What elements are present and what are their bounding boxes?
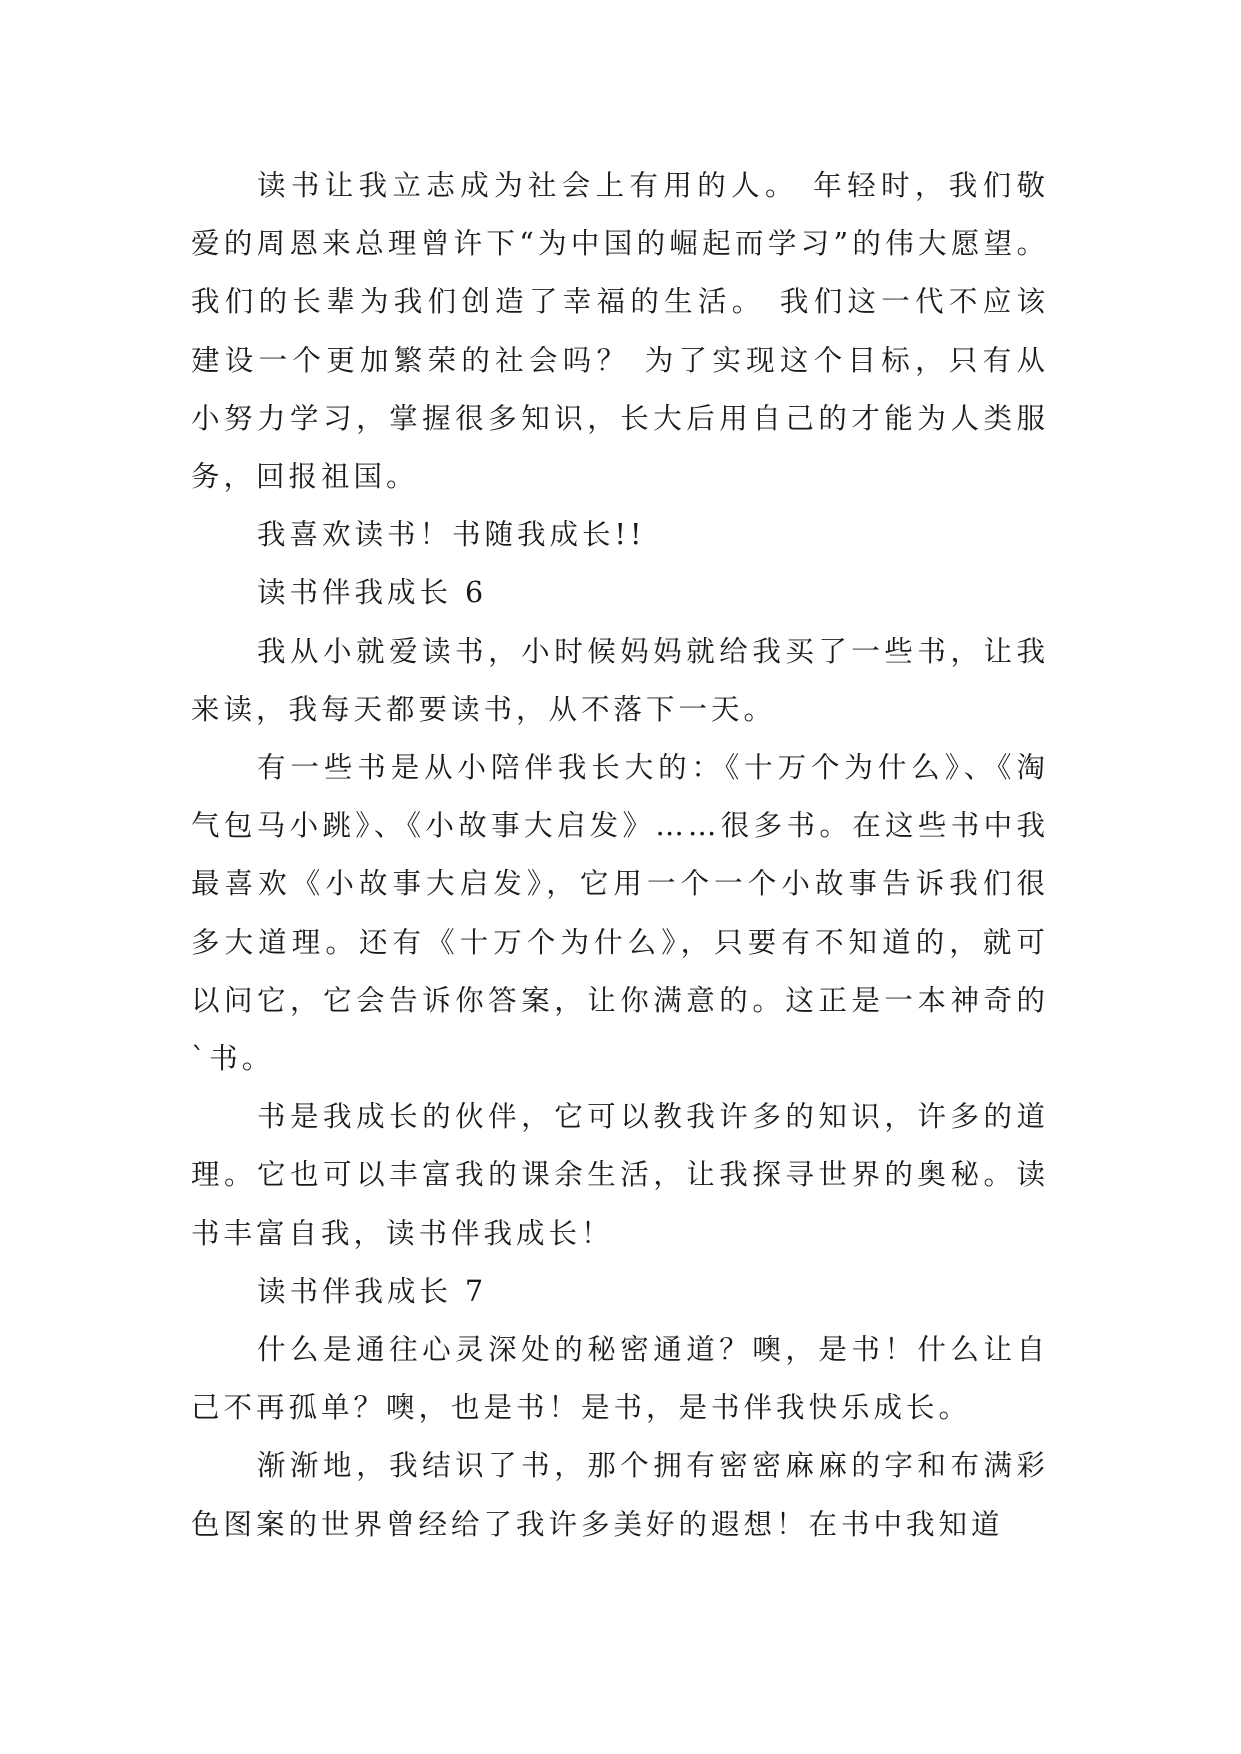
paragraph-6: 渐渐地，我结识了书，那个拥有密密麻麻的字和布满彩色图案的世界曾经给了我许多美好的遐想！在书中我知道 (191, 1449, 1049, 1541)
paragraph-3: 有一些书是从小陪伴我长大的：《十万个为什么》、《淘气包马小跳》、《小故事大启发》……很多书。在这些书中我最喜欢《小故事大启发》，它用一个一个小故事告诉我们很多大道理。还有《十万个为什么》，只要有不知道的，就可以问它，它会告诉你答案，让你满意的。这正是一本神奇的`书。 (191, 751, 1049, 1076)
paragraph-1: 读书让我立志成为社会上有用的人。 年轻时，我们敬爱的周恩来总理曾许下“为中国的崛起而学习”的伟大愿望。我们的长辈为我们创造了幸福的生活。 我们这一代不应该建设一个更加繁荣的社会吗？ 为了实现这个目标，只有从小努力学习，掌握很多知识，长大后用自己的才能为人类服务，回报祖国。 (191, 169, 1049, 494)
section-title-6: 读书伴我成长 6 (257, 576, 488, 610)
section-title-7: 读书伴我成长 7 (257, 1274, 488, 1308)
paragraph-2: 我从小就爱读书，小时候妈妈就给我买了一些书，让我来读，我每天都要读书，从不落下一天。 (191, 634, 1049, 726)
document-page (191, 157, 1049, 1554)
paragraph-5: 什么是通往心灵深处的秘密通道？噢，是书！什么让自己不再孤单？噢，也是书！是书，是书伴我快乐成长。 (191, 1333, 1049, 1425)
paragraph-4: 书是我成长的伙伴，它可以教我许多的知识，许多的道理。它也可以丰富我的课余生活，让我探寻世界的奥秘。读书丰富自我，读书伴我成长！ (191, 1100, 1049, 1250)
closing-line: 我喜欢读书！书随我成长!! (257, 518, 646, 552)
